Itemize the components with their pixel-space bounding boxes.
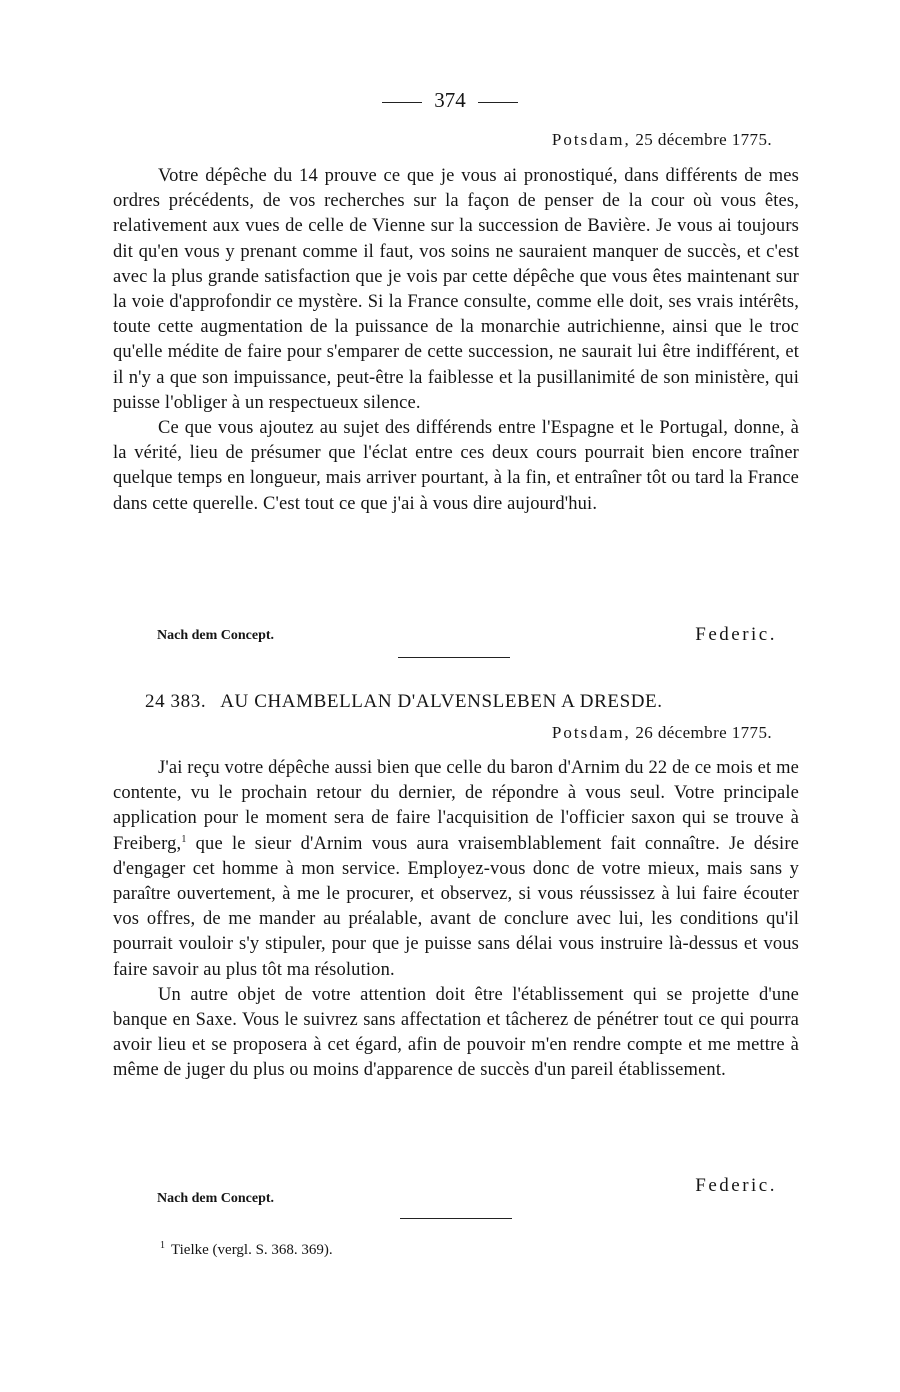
letter2-date: 26 décembre 1775. (635, 723, 772, 742)
section-divider (398, 657, 510, 658)
letter2-date-place: Potsdam, (551, 723, 631, 742)
letter2-title: AU CHAMBELLAN D'ALVENSLEBEN A DRESDE. (220, 691, 663, 712)
letter2-paragraph-1-part1: J'ai reçu votre dépêche aussi bien que celle du baron d'Arnim du 22 de ce mois et me contente, vu le prochain retour du dernier, de répondre à vous seul. Votre principale application pour le moment sera de faire l'acquisition de l'officier saxon qui se trouve à Freiberg, (113, 758, 799, 854)
letter2-source-note: Nach dem Concept. (157, 1191, 275, 1206)
letter1-date: 25 décembre 1775. (635, 130, 772, 149)
footnote-mark: 1 (160, 1240, 165, 1251)
letter2-signature: Federic. (695, 1175, 777, 1196)
footnote (160, 1240, 333, 1259)
letter2-paragraph-2: Un autre objet de votre attention doit être l'établissement qui se projette d'une banque en Saxe. Vous le suivrez sans affectation et tâcherez de pénétrer tout ce qui pourra avoir lieu et se proposera à cet égard, afin de pouvoir m'en rendre compte et me mettre à même de juger du plus ou moins d'apparence de succès d'un pareil établissement. (113, 984, 799, 1081)
letter2-paragraph-1-part2: que le sieur d'Arnim vous aura vraisemblablement fait connaître. Je désire d'engager cet homme à mon service. Employez-vous donc de votre mieux, mais sans y paraître ouvertement, à me le procurer, et observez, si vous réussissez à lui faire écouter vos offres, de me mander au préalable, avant de conclure avec lui, les conditions qu'il pourrait vouloir s'y stipuler, pour que je puisse sans délai vous instruire là-dessus et vous faire savoir au plus tôt ma résolution. (113, 833, 799, 980)
footnote-divider (400, 1218, 512, 1219)
footnote-text: Tielke (vergl. S. 368. 369). (171, 1242, 333, 1258)
letter2-body (113, 756, 799, 1084)
letter1-body (113, 164, 799, 517)
header-dash-right (478, 102, 518, 103)
letter2-number: 24 383. (145, 691, 207, 712)
letter1-date-place: Potsdam, (551, 130, 631, 149)
letter1-paragraph-2: Ce que vous ajoutez au sujet des différends entre l'Espagne et le Portugal, donne, à la vérité, lieu de présumer que l'éclat entre ces deux cours pourrait bien encore traîner quelque temps en longueur, mais arriver pourtant, à la fin, et entraîner tôt ou tard la France dans cette querelle. C'est tout ce que j'ai à vous dire aujourd'hui. (113, 418, 799, 514)
letter1-signature: Federic. (695, 624, 777, 645)
letter1-source-note: Nach dem Concept. (157, 628, 275, 643)
header-dash-left (382, 102, 422, 103)
letter1-paragraph-1: Votre dépêche du 14 prouve ce que je vous ai pronostiqué, dans différents de mes ordres précédents, de vos recherches sur la façon de penser de la cour où vous êtes, relativement aux vues de celle de Vienne sur la succession de Bavière. Je vous ai toujours dit qu'en vous y prenant comme il faut, vos soins ne sauraient manquer de succès, et c'est avec la plus grande satisfaction que je vois par cette dépêche que vous êtes maintenant sur la voie d'approfondir ce mystère. Si la France consulte, comme elle doit, ses vrais intérêts, toute cette augmentation de la puissance de la monarchie autrichienne, ainsi que le troc qu'elle médite de faire pour s'emparer de cette succession, ne saurait lui être indifférent, et il n'y a que son impuissance, peut-être la faiblesse et la pusillanimité de son ministère, qui puisse l'obliger à un respectueux silence. (113, 166, 799, 413)
letter2-closing (157, 1175, 777, 1207)
footnote-reference: 1 (181, 833, 187, 845)
letter2-heading (145, 691, 805, 713)
page-header (0, 88, 900, 113)
letter1-closing (157, 624, 777, 645)
letter2-paragraph-1 (113, 756, 799, 983)
page-number: 374 (434, 88, 466, 112)
letter1-dateline (400, 130, 772, 150)
letter2-dateline (400, 723, 772, 743)
